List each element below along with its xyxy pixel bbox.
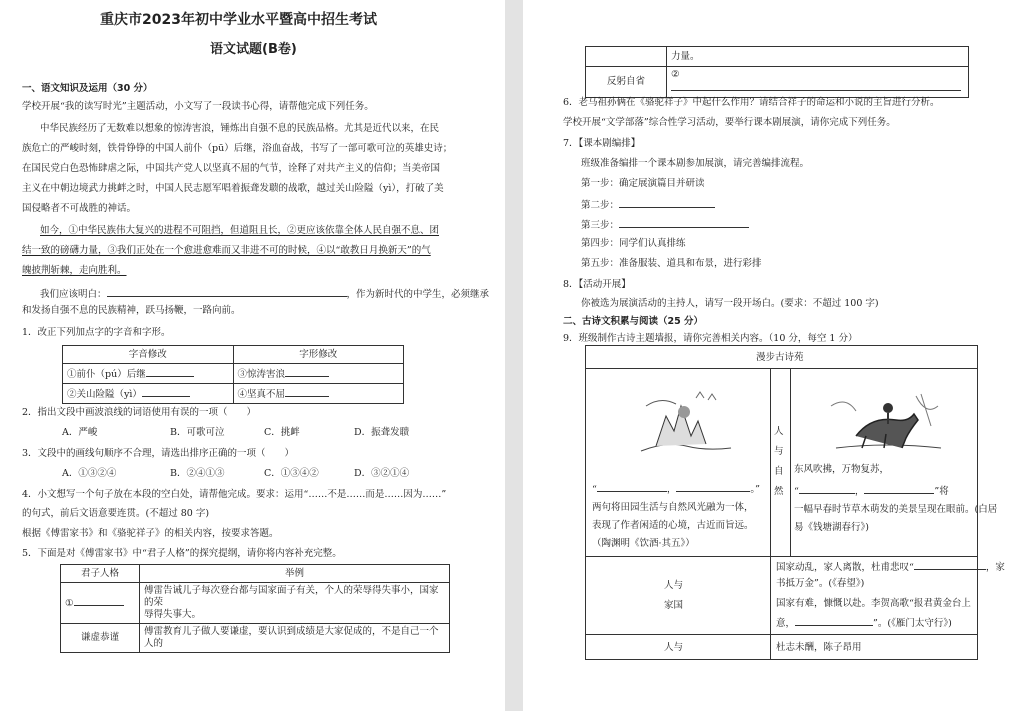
nature-right-quote-open: “ [794,486,799,497]
nature-left-quote-open: “ [592,484,597,495]
q9-stem: 9．班级制作古诗主题墙报，请你完善相关内容。（10 分，每空 1 分） [563,333,858,344]
q2-stem: 2．指出文段中画波浪线的词语使用有误的一项（ ） [22,407,257,418]
q3-option-c[interactable]: C．①③④② [264,468,319,479]
q5-row1-example-line2: 辱得失事大。 [144,609,202,620]
q1-stem: 1．改正下列加点字的字音和字形。 [22,327,171,338]
nature-right-suffix: ”将 [934,486,949,497]
q2-option-a[interactable]: A．严峻 [62,427,98,438]
right-page [523,0,1024,711]
country-line4-suffix: ”。(《雁门太守行》) [873,618,952,629]
q5-blank-1[interactable] [74,596,124,606]
reference-text: 根据《傅雷家书》和《骆驼祥子》的相关内容，按要求答题。 [22,528,279,539]
board-line-bottom [586,634,977,635]
nature-right-line1: 东风吹拂，万物复苏， [794,464,890,475]
para3-line2: 和发扬自强不息的民族精神，跃马扬鞭，一路向前。 [22,305,241,316]
para2-line2: 结一致的磅礴力量，③我们正处在一个愈进愈难而又非进不可的时候，④以“敢教日月换新天”的气 [22,245,431,256]
nature-right-source: 易《钱塘湖春行》) [794,522,869,533]
q1-blank-4[interactable] [285,387,329,397]
nature-left-blank-line [592,482,760,496]
q1-cell-4 [233,384,404,404]
t0-marker: ② [671,69,680,80]
q7-step-2-blank[interactable] [619,198,715,208]
board-vline-1 [770,368,771,556]
theme-label-nature-1: 人 [774,426,784,437]
q1-cell-2 [63,384,234,404]
nature-left-source: （陶渊明《饮酒·其五》） [592,538,695,549]
t0-cell-1: 力量。 [667,47,969,67]
country-line4 [776,616,952,630]
q5-row2-example: 傅雷教育儿子做人要谦虚，要认识到成绩是大家促成的，不是自己一个人的 [140,624,450,653]
board-vline-2 [790,368,791,556]
q7-step-2-label: 第二步： [581,200,620,211]
q7-step-3-label: 第三步： [581,220,620,231]
para1-line5: 国侵略者不可战胜的神话。 [22,203,137,214]
q5-row1-example-line1: 傅雷告诫儿子每次登台都与国家面子有关，个人的荣辱得失事小，国家的荣 [144,585,439,608]
board-vline-3 [770,556,771,660]
q3-option-a[interactable]: A．①③②④ [62,468,117,479]
para2-line1: 如今，①中华民族伟大复兴的进程不可阻挡，但道阻且长，②更应该依靠全体人民自强不息、团 [40,225,440,236]
q2-option-c[interactable]: C．挑衅 [264,427,300,438]
q7-step-1: 第一步：确定展演篇目并研读 [581,178,705,189]
country-blank-2[interactable] [795,616,873,626]
nature-right-blank-2[interactable] [864,484,934,494]
q5-stem: 5．下面是对《傅雷家书》中“君子人格”的探究提纲，请你将内容补充完整。 [22,548,342,559]
nature-left-blank-2[interactable] [676,482,750,492]
para1-line2: 族危亡的严峻时刻，铁骨铮铮的中国人前仆（pū）后继，浴血奋战，书写了一部可歌可泣的英雄史诗； [22,143,453,154]
q5-table [60,564,450,653]
t0-blank-2[interactable] [671,81,961,91]
country-line1-text: 国家动乱，家人离散，杜甫悲叹“ [776,562,914,573]
q1-cell-3 [233,364,404,384]
theme-label-nature-2: 与 [774,446,784,457]
q2-option-b[interactable]: B．可歌可泣 [170,427,225,438]
q2-option-d[interactable]: D．振聋发聩 [354,427,410,438]
nature-left-line2: 两句将田园生活与自然风光融为一体， [592,502,754,513]
theme-label-nature-4: 然 [774,486,784,497]
q1-item-2: ②关山险隘（yì） [67,388,142,400]
nature-left-line3: 表现了作者闲适的心境，古近而旨远。 [592,520,754,531]
para3-line1 [40,287,489,301]
t0-empty-cell [586,47,667,67]
poetry-board [585,345,1005,660]
para3-blank[interactable] [107,287,347,297]
para1-line1: 中华民族经历了无数难以想象的惊涛害浪，锤炼出自强不息的民族品格。尤其是近代以来，在民 [40,123,440,134]
q3-option-b[interactable]: B．②④①③ [170,468,225,479]
q4-stem-line2: 的句式，前后文语意要连贯。(不超过 80 字) [22,508,210,519]
q6-stem: 6．老马祖孙俩在《骆驼祥子》中起什么作用？请结合祥子的命运和小说的主旨进行分析。 [563,97,940,108]
board-line-top [586,368,977,369]
q1-item-3: ③惊涛害浪 [237,368,286,380]
country-line3: 国家有难，慷慨以赴。李贺高歌“报君黄金台上 [776,598,971,609]
q8-stem: 8．【活动开展】 [563,279,631,290]
q5-row1-example [140,583,450,624]
horse-rider-painting-icon [826,386,946,458]
q5-header-trait: 君子人格 [61,565,140,583]
q4-stem: 4．小文想写一个句子放在本段的空白处，请帮他完成。要求：运用“……不是……而是……因为……” [22,489,447,500]
country-line4-text: 意， [776,618,796,629]
q5-table-continued [585,46,969,98]
exam-subtitle: 语文试题(B卷) [210,42,297,57]
para3-prefix: 我们应该明白： [40,289,107,300]
q3-option-d[interactable]: D．③②①④ [354,468,410,479]
nature-right-line2: 一幅早春时节草木萌发的美景呈现在眼前。(白居 [794,504,998,515]
t0-trait-cell: 反躬自省 [586,67,667,98]
theme-label-country-1: 人与 [664,580,684,591]
q5-header-example: 举例 [140,565,450,583]
exam-title: 重庆市2023年初中学业水平暨高中招生考试 [100,12,377,28]
q7-instruction: 班级准备编排一个课本剧参加展演，请完善编排流程。 [581,158,810,169]
section-1-heading: 一、语文知识及运用（30 分） [22,83,153,94]
q7-stem: 7．【课本剧编排】 [563,138,641,149]
para1-line3: 在国民党白色恐怖肆虐之际，中国共产党人以坚真不屈的气节，诠释了对共产主义的信仰；当美帝国 [22,163,441,174]
country-line2: 书抵万金”。(《春望》) [776,578,865,589]
intro-text: 学校开展“我的读写时光”主题活动，小文写了一段读书心得，请帮他完成下列任务。 [22,101,374,112]
theme-label-last: 人与 [664,642,684,653]
t0-blank-cell [667,67,969,98]
q7-step-5: 第五步：准备服装、道具和布景，进行彩排 [581,258,762,269]
para2-line3: 魄披荆斩棘，走向胜利。 [22,265,127,276]
q1-blank-3[interactable] [285,367,329,377]
q7-step-4: 第四步：同学们认真排练 [581,238,686,249]
poetry-board-title: 漫步古诗苑 [756,352,804,363]
q5-row1-trait [61,583,140,624]
q1-cell-1 [63,364,234,384]
section-2-heading: 二、古诗文积累与阅读（25 分） [563,316,704,327]
nature-right-blank-line [794,484,949,498]
board-line-mid [586,556,977,557]
para1-line4: 主义在中朝边境武力挑衅之时，中国人民志愿军唱着振聋发聩的战歌，越过关山险隘（yì），打破了美 [22,183,444,194]
q8-instruction: 你被选为展演活动的主持人，请写一段开场白。(要求：不超过 100 字) [581,298,879,309]
nature-left-blank-1[interactable] [597,482,667,492]
q3-stem: 3．文段中的画线句顺序不合理，请选出排序正确的一项（ ） [22,448,295,459]
theme-label-nature-3: 自 [774,466,784,477]
q1-blank-1[interactable] [146,367,194,377]
last-row-text: 杜志未酬，陈子昂用 [776,642,862,653]
nature-left-comma: ， [666,484,677,495]
nature-left-quote-close: 。” [750,484,760,495]
nature-right-comma: ， [854,486,865,497]
q1-table [62,345,404,404]
q7-step-3-blank[interactable] [619,218,749,228]
nature-right-blank-1[interactable] [799,484,855,494]
country-blank-1[interactable] [914,560,986,570]
intro-2: 学校开展“文学部落”综合性学习活动，要举行课本剧展演，请你完成下列任务。 [563,117,896,128]
q1-blank-2[interactable] [142,387,190,397]
landscape-painting-left-icon [636,386,736,458]
q5-row1-marker: ① [65,598,74,609]
page-gap [505,0,523,711]
q5-row2-trait: 谦虚恭谨 [61,624,140,653]
q1-item-1: ①前仆（pú）后继 [67,368,146,380]
country-line1-suffix: ，家 [985,562,1005,573]
q1-header-sound: 字音修改 [63,346,234,364]
para3-suffix: ，作为新时代的中学生，必须继承 [346,289,490,300]
theme-label-country-2: 家国 [664,600,684,611]
q7-step-2 [581,198,715,212]
left-page [0,0,505,711]
q1-item-4: ④坚真不屈 [237,388,286,400]
q7-step-3 [581,218,749,232]
q1-header-form: 字形修改 [233,346,404,364]
country-line1 [776,560,1005,574]
